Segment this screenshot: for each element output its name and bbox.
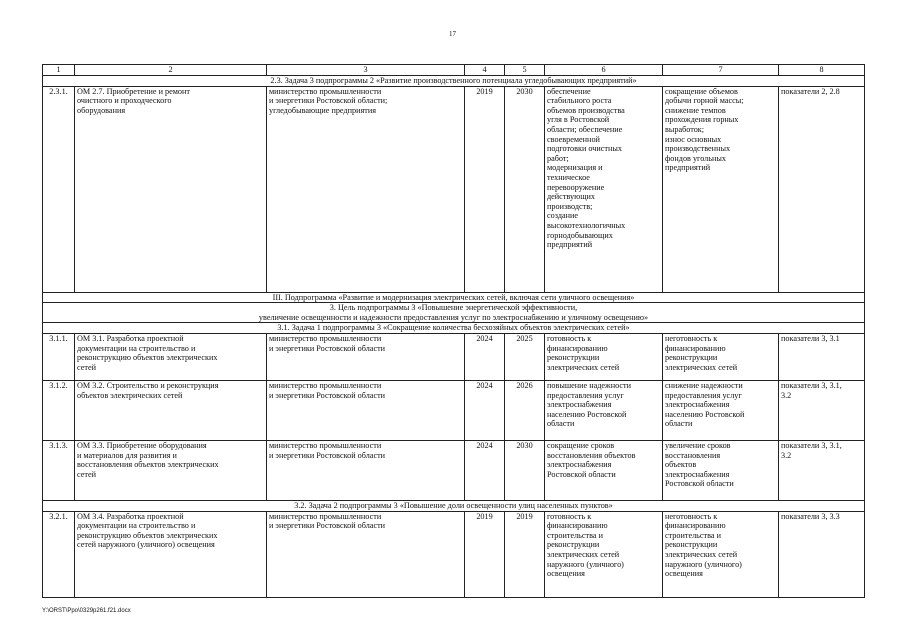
non-implementation-consequences: увеличение сроков восстановления объектов электроснабжения Ростовской области [663, 440, 779, 500]
section-title: 3.2. Задача 2 подпрограммы 3 «Повышение доли освещенности улиц населенных пунктов» [43, 500, 865, 511]
expected-result: готовность к финансированию строительства и реконструкции электрических сетей наружного (уличного) освещения [545, 511, 663, 597]
column-number: 3 [267, 65, 465, 76]
table-row [43, 380, 865, 440]
section-row [43, 76, 865, 87]
table-row [43, 440, 865, 500]
executor: министерство промышленности и энергетики Ростовской области [267, 511, 465, 597]
end-year: 2030 [505, 440, 545, 500]
end-year: 2030 [505, 86, 545, 292]
column-number-row [43, 65, 865, 76]
row-number: 3.2.1. [43, 511, 75, 597]
column-number: 5 [505, 65, 545, 76]
measure-name: ОМ 3.2. Строительство и реконструкция объектов электрических сетей [75, 380, 267, 440]
non-implementation-consequences: неготовность к финансированию строительства и реконструкции электрических сетей наружного (уличного) освещения [663, 511, 779, 597]
start-year: 2024 [465, 333, 505, 380]
section-title: III. Подпрограмма «Развитие и модернизация электрических сетей, включая сети уличного освещения» [43, 292, 865, 303]
indicators: показатели 2, 2.8 [779, 86, 865, 292]
file-path-footer: Y:\ORST\Ppo\0329p261.f21.docx [42, 608, 131, 614]
expected-result: повышение надежности предоставления услуг электроснабжения населению Ростовской области [545, 380, 663, 440]
row-number: 3.1.3. [43, 440, 75, 500]
end-year: 2026 [505, 380, 545, 440]
row-number: 3.1.1. [43, 333, 75, 380]
section-row [43, 500, 865, 511]
indicators: показатели 3, 3.1, 3.2 [779, 440, 865, 500]
non-implementation-consequences: сокращение объемов добычи горной массы; снижение темпов прохождения горных выработок; износ основных производственных фондов угольных предприятий [663, 86, 779, 292]
section-row [43, 292, 865, 303]
row-number: 3.1.2. [43, 380, 75, 440]
non-implementation-consequences: неготовность к финансированию реконструкции электрических сетей [663, 333, 779, 380]
table-row [43, 511, 865, 597]
end-year: 2025 [505, 333, 545, 380]
table-row [43, 333, 865, 380]
section-row [43, 323, 865, 334]
expected-result: сокращение сроков восстановления объектов электроснабжения Ростовской области [545, 440, 663, 500]
table-row [43, 86, 865, 292]
section-title: 3.1. Задача 1 подпрограммы 3 «Сокращение количества бесхозяйных объектов электрических сетей» [43, 323, 865, 334]
column-number: 8 [779, 65, 865, 76]
measure-name: ОМ 3.1. Разработка проектной документации на строительство и реконструкцию объектов электрических сетей [75, 333, 267, 380]
section-title: 3. Цель подпрограммы 3 «Повышение энергетической эффективности, увеличение освещенности и надежности предоставления услуг по электроснабжению и уличному освещению» [43, 303, 865, 323]
row-number: 2.3.1. [43, 86, 75, 292]
section-row [43, 303, 865, 323]
column-number: 4 [465, 65, 505, 76]
start-year: 2024 [465, 380, 505, 440]
start-year: 2019 [465, 86, 505, 292]
end-year: 2019 [505, 511, 545, 597]
executor: министерство промышленности и энергетики Ростовской области; угледобывающие предприятия [267, 86, 465, 292]
column-number: 2 [75, 65, 267, 76]
indicators: показатели 3, 3.3 [779, 511, 865, 597]
executor: министерство промышленности и энергетики Ростовской области [267, 440, 465, 500]
expected-result: готовность к финансированию реконструкции электрических сетей [545, 333, 663, 380]
column-number: 1 [43, 65, 75, 76]
indicators: показатели 3, 3.1, 3.2 [779, 380, 865, 440]
column-number: 6 [545, 65, 663, 76]
indicators: показатели 3, 3.1 [779, 333, 865, 380]
column-number: 7 [663, 65, 779, 76]
executor: министерство промышленности и энергетики Ростовской области [267, 333, 465, 380]
measures-table [42, 64, 865, 598]
non-implementation-consequences: снижение надежности предоставления услуг электроснабжения населению Ростовской области [663, 380, 779, 440]
start-year: 2019 [465, 511, 505, 597]
executor: министерство промышленности и энергетики Ростовской области [267, 380, 465, 440]
measure-name: ОМ 2.7. Приобретение и ремонт очистного и проходческого оборудования [75, 86, 267, 292]
measure-name: ОМ 3.3. Приобретение оборудования и материалов для развития и восстановления объектов электрических сетей [75, 440, 267, 500]
start-year: 2024 [465, 440, 505, 500]
expected-result: обеспечение стабильного роста объемов производства угля в Ростовской области; обеспечение своевременной подготовки очистных работ; модернизация и техническое перевооружение действующих производств; создание высокотехнологичных горнодобывающих предприятий [545, 86, 663, 292]
section-title: 2.3. Задача 3 подпрограммы 2 «Развитие производственного потенциала угледобывающих предприятий» [43, 76, 865, 87]
page-number: 17 [449, 30, 456, 38]
measure-name: ОМ 3.4. Разработка проектной документации на строительство и реконструкцию объектов электрических сетей наружного (уличного) освещения [75, 511, 267, 597]
